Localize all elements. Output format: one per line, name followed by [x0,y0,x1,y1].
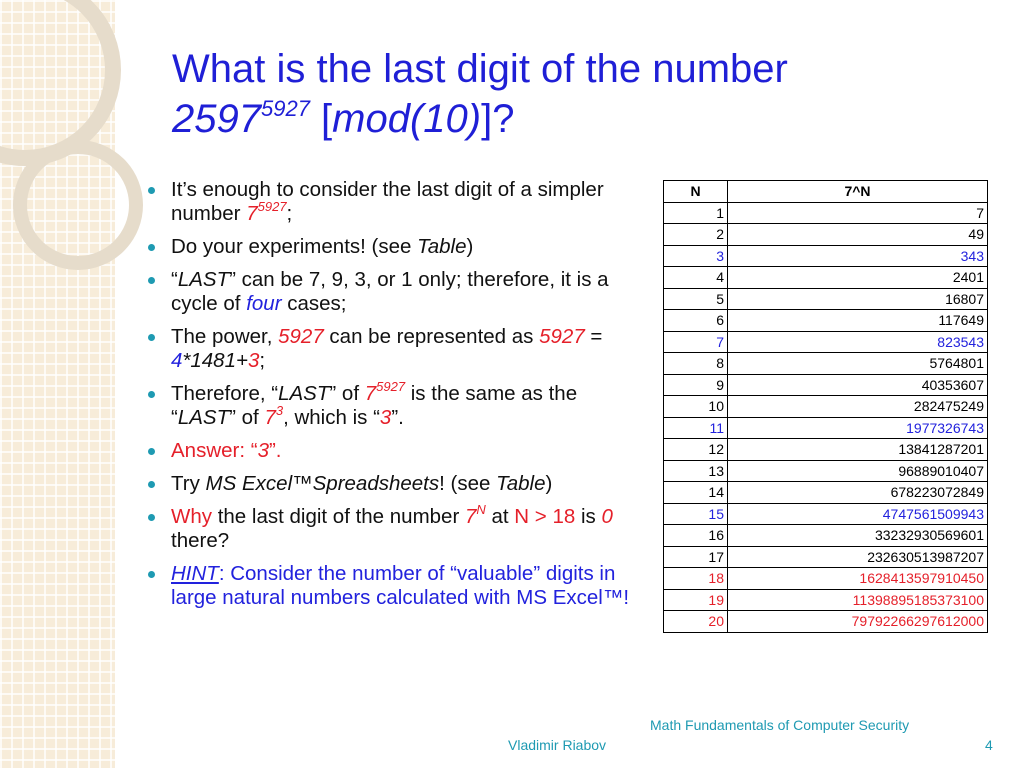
bullet-dot-icon [148,334,155,341]
cell-n: 14 [664,482,728,504]
cell-n: 16 [664,525,728,547]
cell-power-value: 232630513987207 [728,546,988,568]
table-row [664,417,988,439]
bullet-dot-icon [148,391,155,398]
table-row [664,331,988,353]
table-row [664,460,988,482]
cell-power-value: 678223072849 [728,482,988,504]
cell-power-value: 343 [728,245,988,267]
cell-power-value: 13841287201 [728,439,988,461]
cell-power-value: 1628413597910450 [728,568,988,590]
bullet-item: Answer: “3”. [148,439,634,463]
cell-power-value: 11398895185373100 [728,589,988,611]
cell-power-value: 282475249 [728,396,988,418]
table-row [664,288,988,310]
table-row [664,224,988,246]
cell-power-value: 49 [728,224,988,246]
cell-power-value: 2401 [728,267,988,289]
cell-n: 13 [664,460,728,482]
cell-n: 11 [664,417,728,439]
cell-n: 5 [664,288,728,310]
bullet-dot-icon [148,571,155,578]
column-header-7-pow-n: 7^N [728,181,988,203]
table-row [664,245,988,267]
cell-n: 3 [664,245,728,267]
cell-n: 18 [664,568,728,590]
cell-power-value: 7 [728,202,988,224]
table-row [664,374,988,396]
bullet-item: Why the last digit of the number $7^N$ at N > 18 is 0 there? [148,505,634,553]
bullet-item: The power, 5927 can be represented as 5927 = 4*1481+3; [148,325,634,373]
table-row [664,396,988,418]
cell-n: 19 [664,589,728,611]
footer-author: Vladimir Riabov [508,737,607,753]
table-row [664,267,988,289]
bullet-item: Do your experiments! (see Table) [148,235,634,259]
cell-n: 17 [664,546,728,568]
table-row [664,439,988,461]
column-header-n: N [664,181,728,203]
cell-power-value: 33232930569601 [728,525,988,547]
cell-n: 8 [664,353,728,375]
bullet-dot-icon [148,244,155,251]
bullet-item: Therefore, “LAST” of $7^{5927}$ is the same as the “LAST” of $7^3$, which is “3”. [148,382,634,430]
cell-n: 10 [664,396,728,418]
table-row [664,482,988,504]
cell-power-value: 96889010407 [728,460,988,482]
table-row [664,353,988,375]
bullet-dot-icon [148,514,155,521]
table-row [664,546,988,568]
table-row [664,202,988,224]
cell-power-value: 4747561509943 [728,503,988,525]
cell-n: 15 [664,503,728,525]
cell-power-value: 823543 [728,331,988,353]
bullet-item: It’s enough to consider the last digit of a simpler number $7^{5927}$; [148,178,634,226]
table-row [664,589,988,611]
footer-course-title: Math Fundamentals of Computer Security [650,717,910,733]
cell-power-value: 16807 [728,288,988,310]
table-row [664,503,988,525]
cell-n: 4 [664,267,728,289]
bullet-list [148,178,634,619]
table-row [664,525,988,547]
cell-n: 1 [664,202,728,224]
cell-n: 12 [664,439,728,461]
slide-title: What is the last digit of the number $2597^{5927}$ [mod(10)]? [172,47,788,141]
bullet-dot-icon [148,448,155,455]
page-number: 4 [985,737,993,753]
table-row [664,568,988,590]
cell-n: 9 [664,374,728,396]
cell-power-value: 117649 [728,310,988,332]
decorative-circles [0,0,160,330]
cell-n: 2 [664,224,728,246]
cell-power-value: 79792266297612000 [728,611,988,633]
powers-of-seven-table [663,180,988,633]
cell-n: 20 [664,611,728,633]
cell-n: 7 [664,331,728,353]
bullet-item: HINT: Consider the number of “valuable” digits in large natural numbers calculated with MS Excel™! [148,562,634,610]
table-row [664,310,988,332]
bullet-dot-icon [148,481,155,488]
bullet-item: “LAST” can be 7, 9, 3, or 1 only; therefore, it is a cycle of four cases; [148,268,634,316]
bullet-dot-icon [148,277,155,284]
table-header-row [664,181,988,203]
cell-power-value: 1977326743 [728,417,988,439]
table-row [664,611,988,633]
bullet-item: Try MS Excel™Spreadsheets! (see Table) [148,472,634,496]
cell-n: 6 [664,310,728,332]
bullet-dot-icon [148,187,155,194]
cell-power-value: 5764801 [728,353,988,375]
cell-power-value: 40353607 [728,374,988,396]
